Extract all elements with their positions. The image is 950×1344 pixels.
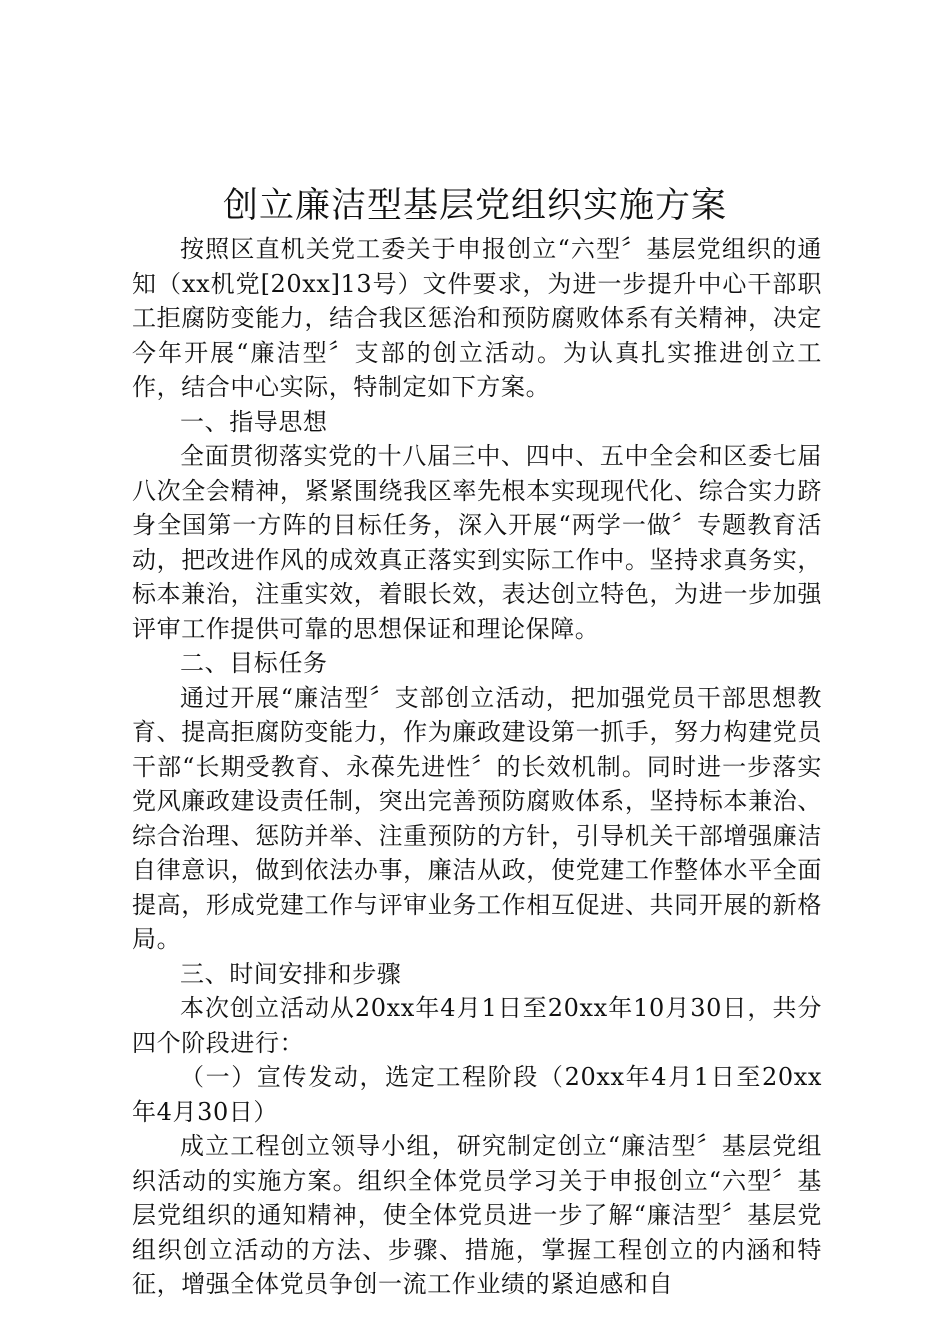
section-heading-schedule: 三、时间安排和步骤 (180, 959, 402, 988)
paragraph-schedule: 本次创立活动从20xx年4月1日至20xx年10月30日，共分四个阶段进行： (132, 994, 822, 1057)
document-body (132, 232, 822, 1302)
section-heading-guiding-ideology: 一、指导思想 (180, 407, 328, 436)
paragraph-guiding-ideology: 全面贯彻落实党的十八届三中、四中、五中全会和区委七届八次全会精神，紧紧围绕我区率先根本实现现代化、综合实力跻身全国第一方阵的目标任务，深入开展“两学一做〞专题教育活动，把改进作风的成效真正落实到实际工作中。坚持求真务实，标本兼治，注重实效，着眼长效，表达创立特色，为进一步加强评审工作提供可靠的思想保证和理论保障。 (132, 442, 822, 643)
document-title: 创立廉洁型基层党组织实施方案 (222, 186, 727, 226)
paragraph-intro: 按照区直机关党工委关于申报创立“六型〞基层党组织的通知（xx机党[20xx]13号）文件要求，为进一步提升中心干部职工拒腐防变能力，结合我区惩治和预防腐败体系有关精神，决定今年开展“廉洁型〞支部的创立活动。为认真扎实推进创立工作，结合中心实际，特制定如下方案。 (132, 235, 822, 401)
paragraph-goals: 通过开展“廉洁型〞支部创立活动，把加强党员干部思想教育、提高拒腐防变能力，作为廉政建设第一抓手，努力构建党员干部“长期受教育、永葆先进性〞的长效机制。同时进一步落实党风廉政建设责任制，突出完善预防腐败体系，坚持标本兼治、综合治理、惩防并举、注重预防的方针，引导机关干部增强廉洁自律意识，做到依法办事，廉洁从政，使党建工作整体水平全面提高，形成党建工作与评审业务工作相互促进、共同开展的新格局。 (132, 683, 822, 953)
section-heading-goals: 二、目标任务 (180, 649, 328, 677)
paragraph-phase-one: 成立工程创立领导小组，研究制定创立“廉洁型〞基层党组织活动的实施方案。组织全体党员学习关于申报创立“六型〞基层党组织的通知精神，使全体党员进一步了解“廉洁型〞基层党组织创立活动的方法、步骤、措施，掌握工程创立的内涵和特征，增强全体党员争创一流工作业绩的紧迫感和自 (132, 1132, 822, 1298)
subsection-heading-phase-one: （一）宣传发动，选定工程阶段（20xx年4月1日至20xx年4月30日） (132, 1063, 822, 1126)
